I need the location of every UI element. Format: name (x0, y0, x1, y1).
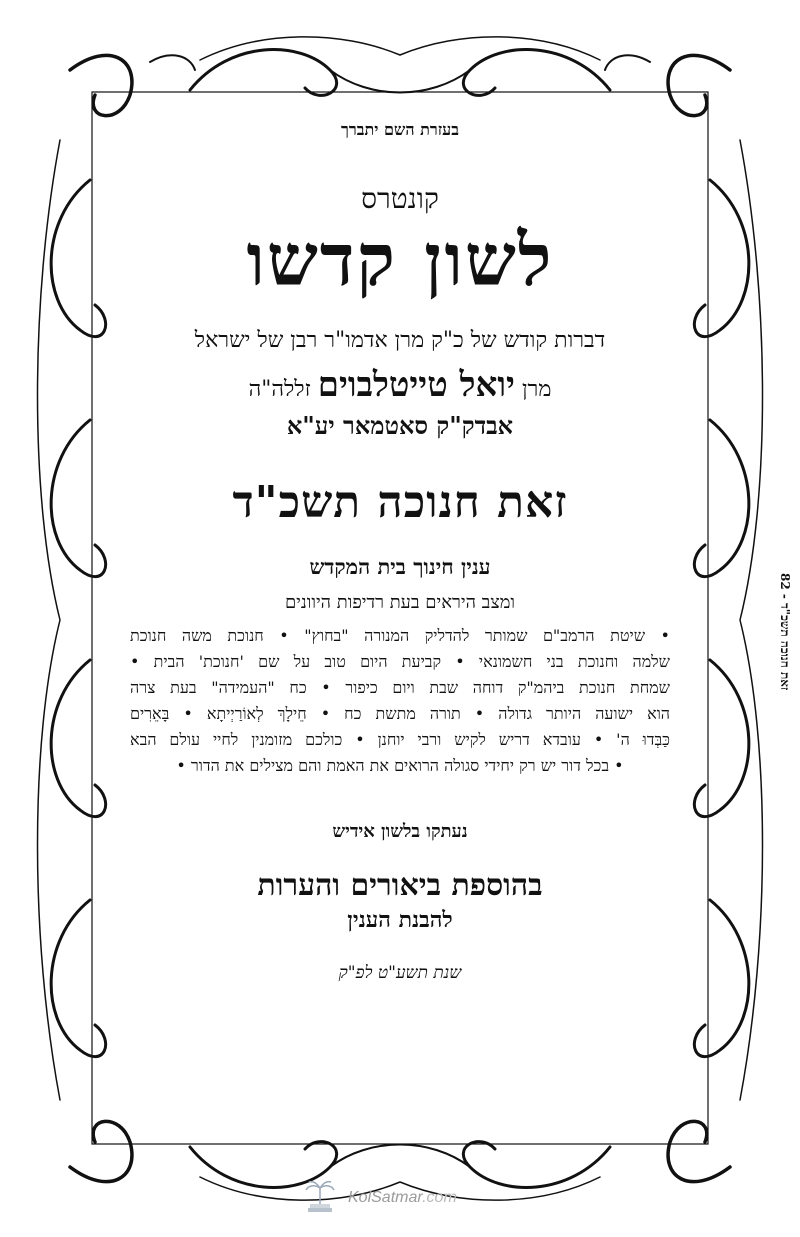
topic-line: כַּבְּדוּ ה' • עובדא דריש לקיש ורבי יוחנן • כולכם מזומנין לחיי עולם הבא (130, 730, 670, 750)
translation-note: נעתקו בלשון אידיש (332, 821, 468, 843)
topic-line: הוא ישועה היותר גדולה • תורה מתשת כח • חֵילָךְ לְאוֹרַיְיתָא • בָּאֵרִים (130, 704, 670, 724)
publication-year: שנת תשע"ט לפ"ק (338, 963, 462, 984)
topic-line: שמחת חנוכת ביהמ"ק דוחה שבת ויום כיפור • כח "העמידה" בעת צרה (130, 678, 670, 698)
main-title: לשון קדשו (246, 217, 554, 302)
author-suffix: זללה"ה (248, 377, 311, 403)
author-prefix: מרן (521, 377, 552, 403)
understanding-subheading: להבנת הענין (347, 907, 453, 934)
subject-heading: ענין חינוך בית המקדש (309, 554, 491, 580)
site-logo[interactable] (300, 1178, 520, 1218)
title-page-content (130, 110, 670, 1110)
author-name: יואל טייטלבוים (317, 365, 515, 406)
author-title: אבדק"ק סאטמאר יע"א (286, 411, 514, 441)
additions-heading: בהוספת ביאורים והערות (257, 868, 543, 904)
topic-line: • שיטת הרמב"ם שמותר להדליק המנורה "בחוץ" • חנוכת משה חנוכת (130, 626, 670, 646)
topic-line: • בכל דור יש רק יחידי סגולה הרואים את האמת והם מצילים את הדור • (176, 756, 624, 776)
subject-subheading: ומצב היראים בעת רדיפות היוונים (284, 592, 516, 614)
opening-blessing: בעזרת השם יתברך (341, 120, 459, 139)
side-page-caption: זאת חנוכה תשכ"ד - 82 (778, 572, 792, 690)
brand-name: KolSatmar (348, 1189, 423, 1206)
brand-domain: .com (422, 1189, 457, 1206)
author-name-line (130, 365, 670, 405)
topics-list (130, 623, 670, 779)
author-intro: דברות קודש של כ"ק מרן אדמו"ר רבן של ישראל (194, 328, 606, 354)
booklet-label: קונטרס (361, 182, 439, 215)
palm-tree-books-icon (300, 1178, 340, 1218)
occasion-heading: זאת חנוכה תשכ"ד (232, 477, 568, 529)
topic-line: שלמה וחנוכת בני חשמונאי • קביעת היום טוב על שם 'חנוכת' הבית • (130, 652, 670, 672)
